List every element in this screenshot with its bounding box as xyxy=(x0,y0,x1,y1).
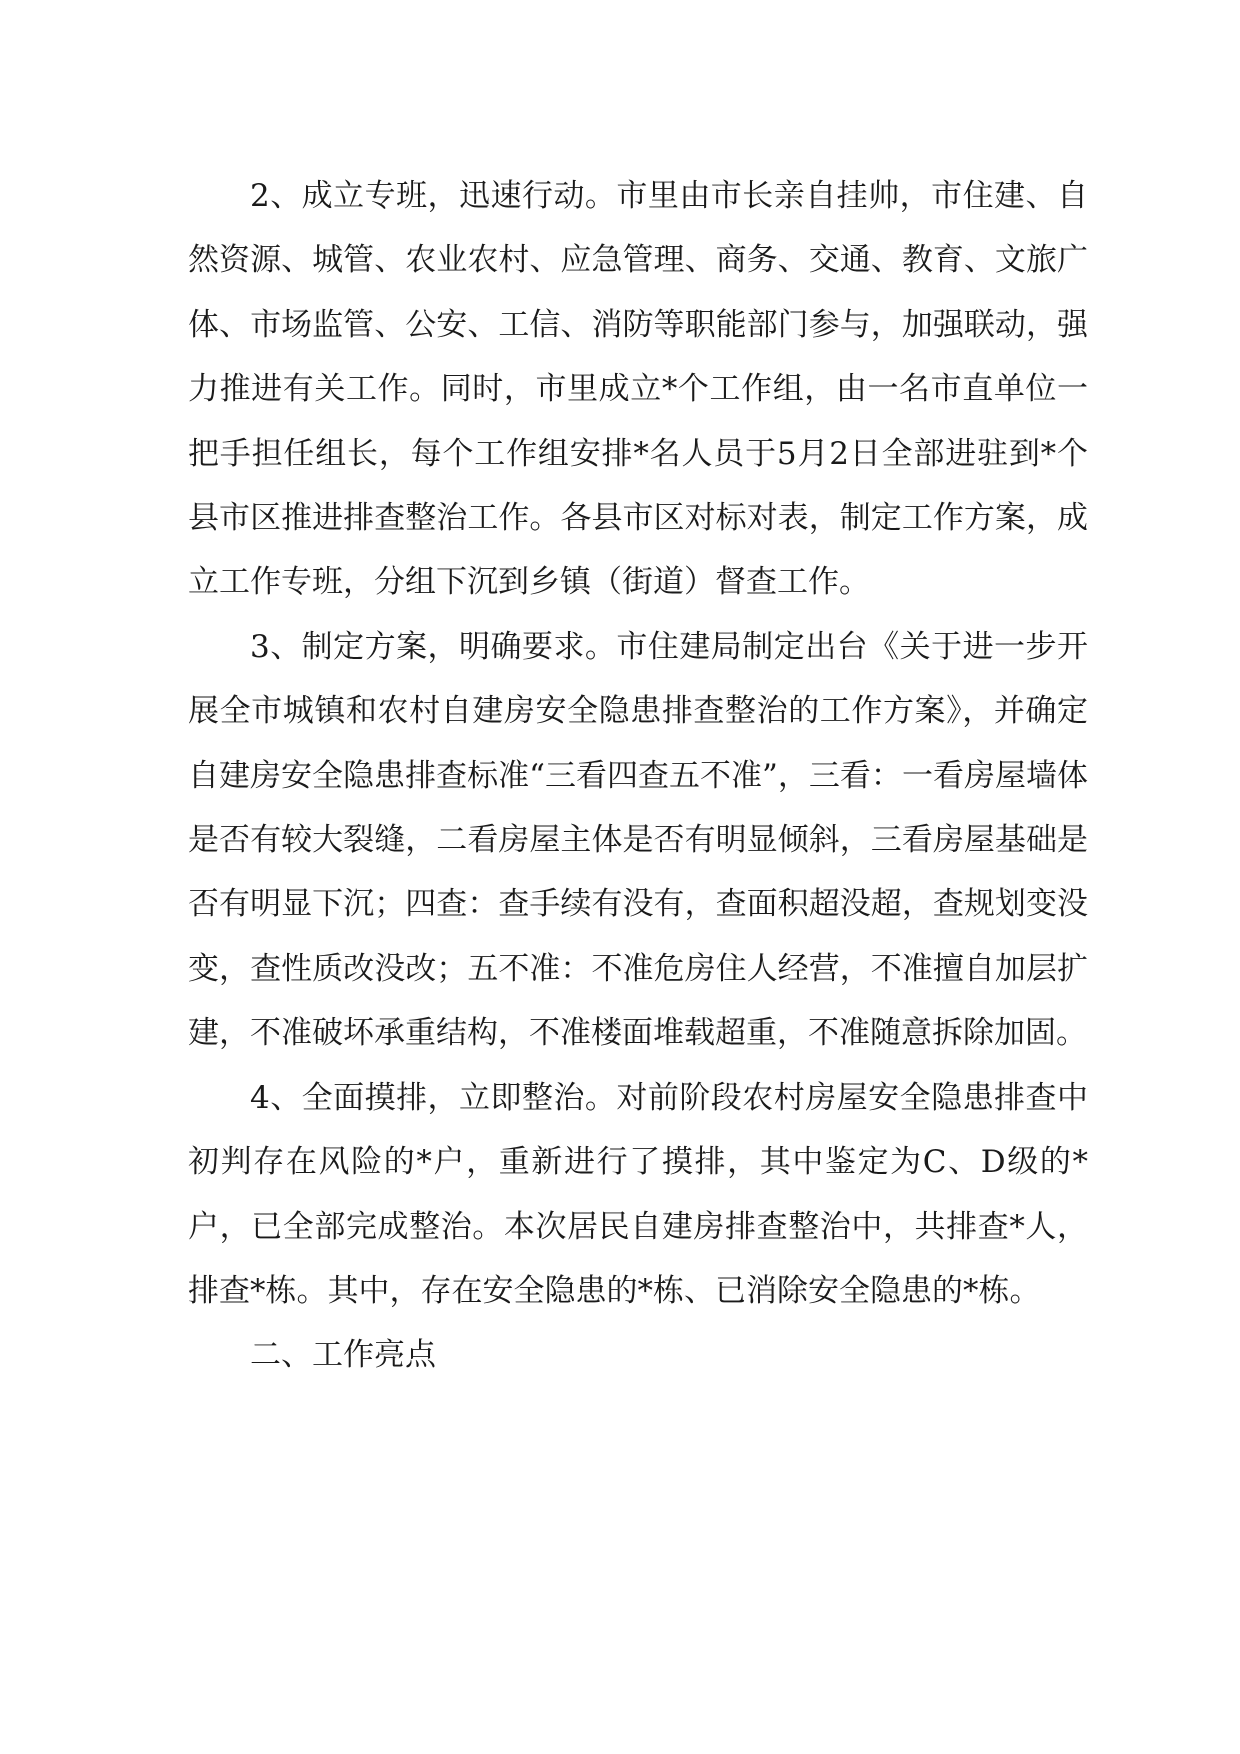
paragraph-task-force: 2、成立专班，迅速行动。市里由市长亲自挂帅，市住建、自然资源、城管、农业农村、应急管理、商务、交通、教育、文旅广体、市场监管、公安、工信、消防等职能部门参与，加强联动，强力推进有关工作。同时，市里成立*个工作组，由一名市直单位一把手担任组长，每个工作组安排*名人员于5月2日全部进驻到*个县市区推进排查整治工作。各县市区对标对表，制定工作方案，成立工作专班，分组下沉到乡镇（街道）督查工作。 xyxy=(188,178,1088,601)
paragraph-work-plan: 3、制定方案，明确要求。市住建局制定出台《关于进一步开展全市城镇和农村自建房安全隐患排查整治的工作方案》，并确定自建房安全隐患排查标准“三看四查五不准”，三看：一看房屋墙体是否有较大裂缝，二看房屋主体是否有明显倾斜，三看房屋基础是否有明显下沉；四查：查手续有没有，查面积超没超，查规划变没变，查性质改没改；五不准：不准危房住人经营，不准擅自加层扩建，不准破坏承重结构，不准楼面堆载超重，不准随意拆除加固。 xyxy=(188,628,1088,1052)
paragraph-inspection: 4、全面摸排，立即整治。对前阶段农村房屋安全隐患排查中初判存在风险的*户，重新进行了摸排，其中鉴定为C、D级的*户，已全部完成整治。本次居民自建房排查整治中，共排查*人，排查*栋。其中，存在安全隐患的*栋、已消除安全隐患的*栋。 xyxy=(188,1079,1088,1309)
document-body xyxy=(188,164,1088,1388)
section-heading-highlights: 二、工作亮点 xyxy=(250,1337,436,1374)
